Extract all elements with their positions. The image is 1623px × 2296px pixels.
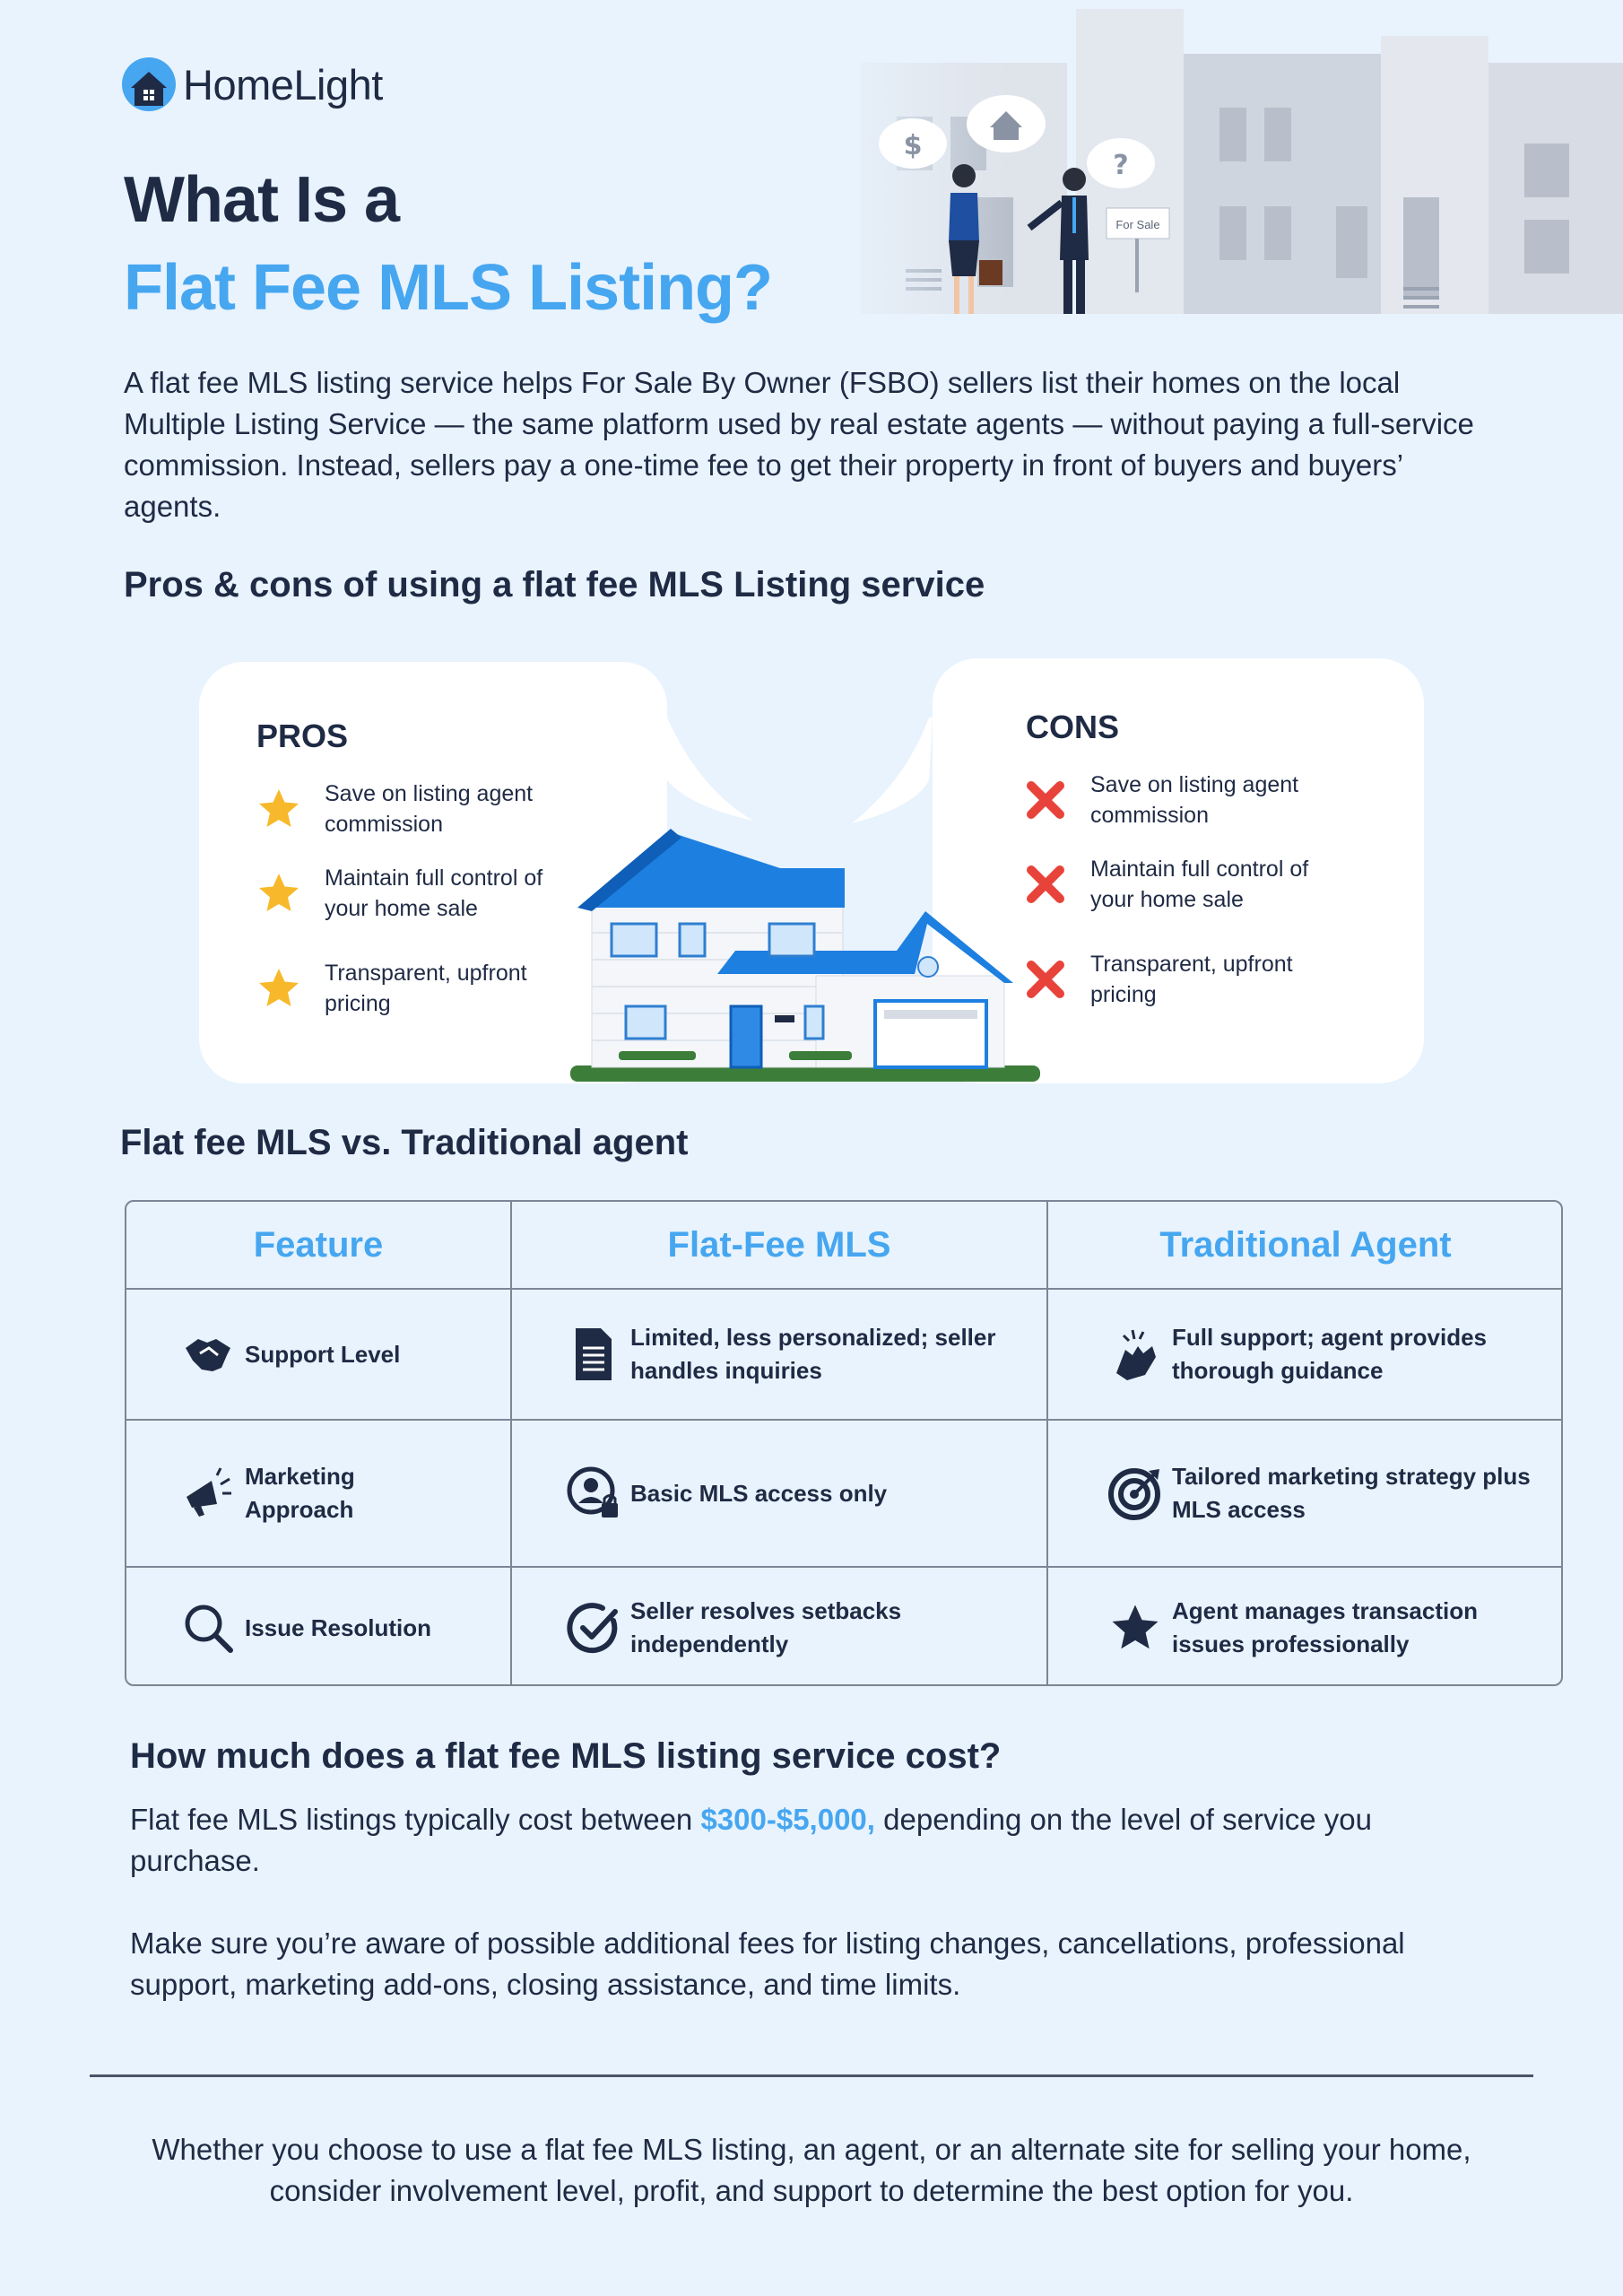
table-cell	[1107, 1290, 1556, 1419]
svg-text:For Sale: For Sale	[1115, 218, 1160, 231]
cons-item-text: Maintain full control of your home sale	[1090, 857, 1309, 912]
page-title-line1: What Is a	[124, 164, 400, 236]
dollar-bubble-icon	[879, 118, 947, 169]
target-icon	[1107, 1465, 1163, 1521]
house-bubble-icon	[967, 95, 1046, 152]
fees-note: Make sure you’re aware of possible additional fees for listing changes, cancellations, professional support, marketing add-ons, closing assistance, and time limits.	[130, 1926, 1405, 2001]
svg-text:$: $	[903, 130, 923, 161]
magnifier-icon	[180, 1600, 236, 1656]
pros-title: PROS	[256, 718, 349, 754]
flat-fee-value: Limited, less personalized; seller handles inquiries	[630, 1324, 996, 1384]
megaphone-icon	[180, 1465, 236, 1521]
check-circle-icon	[566, 1600, 621, 1656]
cons-item	[1024, 770, 1350, 831]
handshake-icon	[180, 1326, 236, 1382]
cons-item	[1024, 949, 1350, 1010]
feature-label: Marketing Approach	[245, 1463, 355, 1523]
comparison-table	[125, 1200, 1563, 1686]
column-header-agent: Traditional Agent	[1159, 1224, 1452, 1265]
star-icon	[256, 787, 301, 831]
section-divider	[90, 2074, 1533, 2077]
column-header-flat-fee: Flat-Fee MLS	[667, 1224, 891, 1265]
table-cell	[566, 1421, 1032, 1566]
house-logo-icon	[122, 57, 176, 111]
pros-item-text: Save on listing agent commission	[325, 781, 534, 837]
pros-cons-heading: Pros & cons of using a flat fee MLS Listing service	[124, 565, 985, 604]
pros-item	[256, 863, 585, 924]
table-cell	[566, 1290, 1032, 1419]
high-five-icon	[1107, 1326, 1163, 1382]
pros-item-text: Transparent, upfront pricing	[325, 961, 527, 1016]
cons-item	[1024, 854, 1350, 915]
user-lock-icon	[566, 1465, 621, 1521]
flat-fee-value: Seller resolves setbacks independently	[630, 1597, 902, 1657]
table-cell	[566, 1568, 1032, 1686]
table-cell	[180, 1421, 388, 1566]
agent-value: Tailored marketing strategy plus MLS access	[1172, 1463, 1531, 1523]
table-cell	[180, 1290, 400, 1419]
agent-value: Full support; agent provides thorough guidance	[1172, 1324, 1488, 1384]
cons-title: CONS	[1026, 709, 1120, 745]
table-cell	[1107, 1568, 1556, 1686]
closing-statement: Whether you choose to use a flat fee MLS listing, an agent, or an alternate site for selling your home, consider involvement level, profit, and support to determine the best option for you.	[152, 2133, 1471, 2207]
homelight-logo[interactable]	[122, 57, 383, 111]
svg-text:?: ?	[1113, 150, 1129, 181]
flat-fee-value: Basic MLS access only	[630, 1479, 888, 1507]
feature-label: Support Level	[245, 1340, 401, 1368]
cost-paragraph	[130, 1799, 1502, 1882]
header-illustration	[807, 9, 1623, 314]
cons-item-text: Save on listing agent commission	[1090, 772, 1299, 828]
star-icon	[256, 871, 301, 916]
feature-label: Issue Resolution	[245, 1613, 432, 1641]
brand-name: HomeLight	[183, 60, 383, 109]
column-header-feature: Feature	[253, 1224, 384, 1265]
comparison-heading: Flat fee MLS vs. Traditional agent	[120, 1123, 689, 1162]
document-icon	[566, 1326, 621, 1382]
pros-item	[256, 778, 585, 839]
intro-paragraph: A flat fee MLS listing service helps For Sale By Owner (FSBO) sellers list their homes on the local Multiple Listing Service — the same platform used by real estate agents — without paying a full-service commission. Instead, sellers pay a one-time fee to get their property in front of buyers and buyers’ agents.	[124, 366, 1474, 523]
house-illustration	[556, 807, 1040, 1085]
page-title-line2: Flat Fee MLS Listing?	[124, 252, 773, 324]
star-icon	[256, 966, 301, 1011]
agent-value: Agent manages transaction issues professionally	[1172, 1597, 1478, 1657]
pros-item	[256, 958, 585, 1019]
pros-item-text: Maintain full control of your home sale	[325, 865, 543, 921]
cost-text-before: Flat fee MLS listings typically cost between	[130, 1803, 701, 1836]
question-bubble-icon	[1087, 138, 1155, 188]
star-icon	[1107, 1600, 1163, 1656]
table-cell	[1107, 1421, 1556, 1566]
table-cell	[180, 1568, 431, 1686]
cost-range-highlight: $300-$5,000,	[700, 1803, 875, 1836]
cost-text-after: depending on the level of service you purchase.	[130, 1803, 1373, 1877]
cost-heading: How much does a flat fee MLS listing service cost?	[130, 1736, 1002, 1776]
cons-item-text: Transparent, upfront pricing	[1090, 952, 1293, 1007]
